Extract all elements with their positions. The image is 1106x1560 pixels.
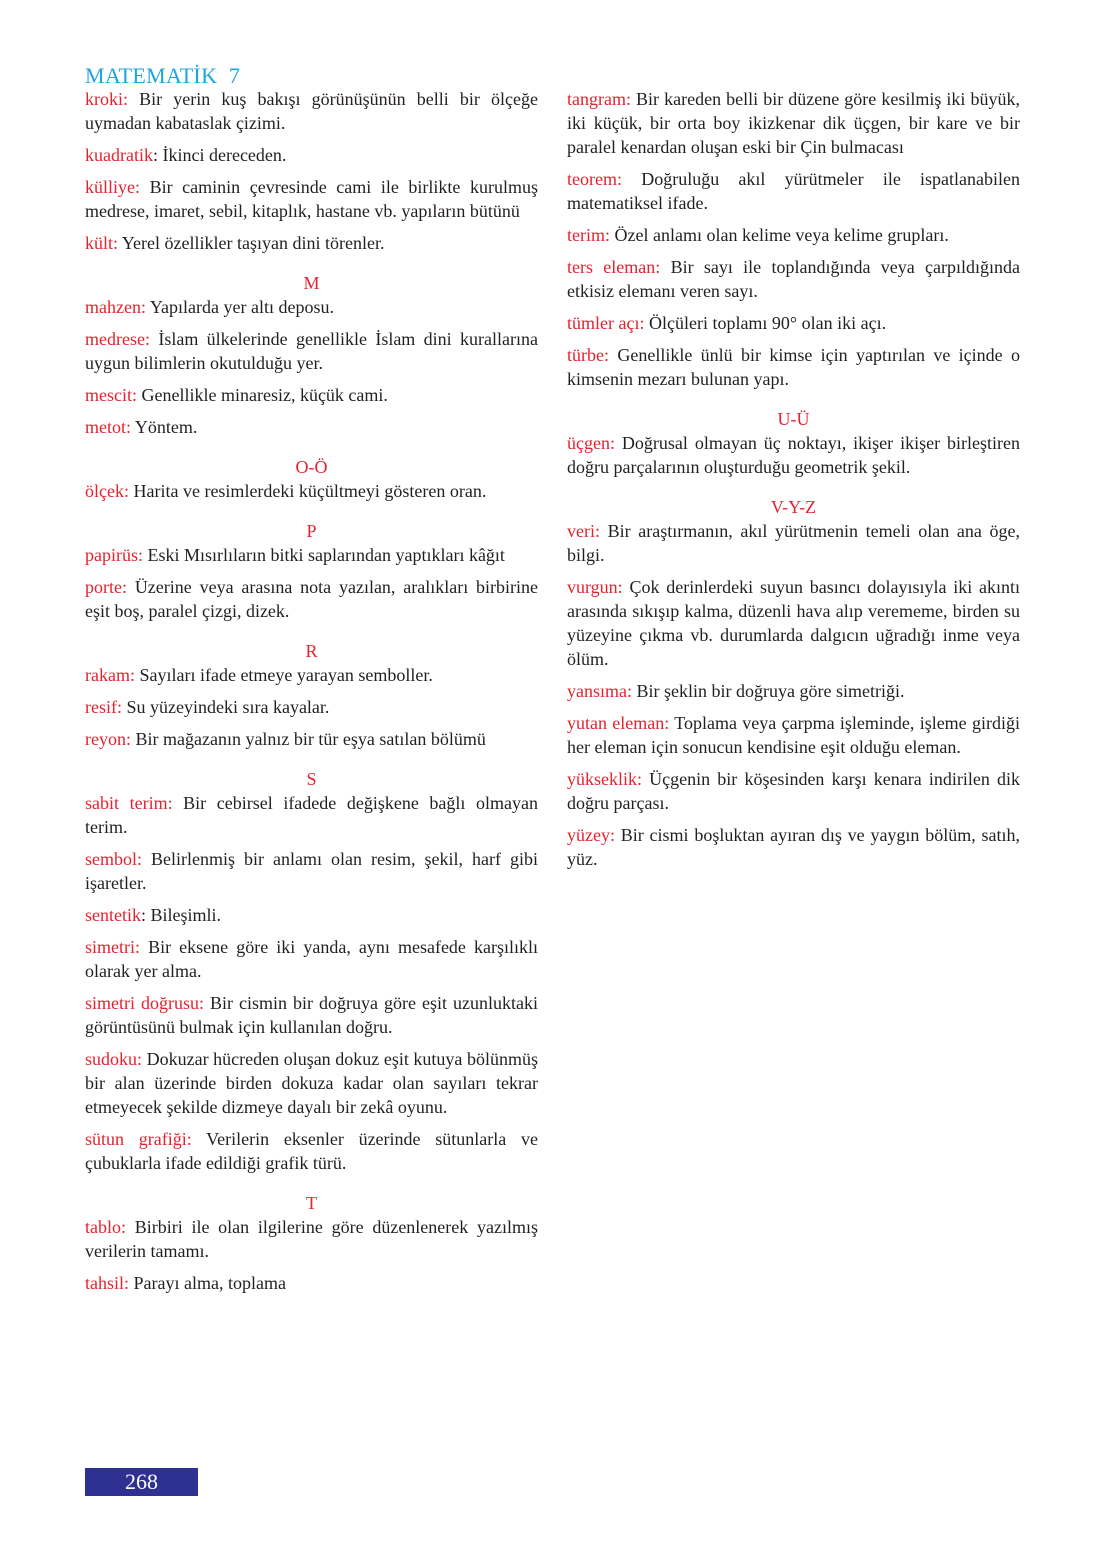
glossary-term: kroki: bbox=[85, 89, 128, 109]
glossary-entry bbox=[85, 543, 538, 567]
glossary-entry bbox=[567, 255, 1020, 303]
glossary-definition: Bir cismin bir doğruya göre eşit uzunluktaki görüntüsünü bulmak için kullanılan doğru. bbox=[85, 993, 538, 1037]
glossary-definition: : Bileşimli. bbox=[141, 905, 222, 925]
glossary-entry bbox=[567, 519, 1020, 567]
glossary-entry bbox=[85, 1215, 538, 1263]
glossary-entry bbox=[85, 847, 538, 895]
glossary-definition: Toplama veya çarpma işleminde, işleme girdiği her eleman için sonucun kendisine eşit olduğu eleman. bbox=[567, 713, 1020, 757]
glossary-term: üçgen: bbox=[567, 433, 615, 453]
section-letter-heading: M bbox=[303, 273, 320, 293]
glossary-entry bbox=[567, 223, 1020, 247]
glossary-term: külliye: bbox=[85, 177, 140, 197]
glossary-definition: Ölçüleri toplamı 90° olan iki açı. bbox=[644, 313, 887, 333]
glossary-entry bbox=[567, 167, 1020, 215]
section-letter-heading: P bbox=[306, 521, 317, 541]
glossary-definition: Su yüzeyindeki sıra kayalar. bbox=[121, 697, 330, 717]
glossary-term: teorem: bbox=[567, 169, 622, 189]
glossary-definition: Bir mağazanın yalnız bir tür eşya satılan bölümü bbox=[130, 729, 486, 749]
glossary-term: sentetik bbox=[85, 905, 141, 925]
glossary-definition: Bir şeklin bir doğruya göre simetriği. bbox=[632, 681, 905, 701]
glossary-entry bbox=[85, 327, 538, 375]
glossary-definition: Bir eksene göre iki yanda, aynı mesafede karşılıklı olarak yer alma. bbox=[85, 937, 538, 981]
glossary-term: tahsil: bbox=[85, 1273, 129, 1293]
glossary-entry bbox=[85, 935, 538, 983]
glossary-entry bbox=[85, 575, 538, 623]
section-letter-heading: S bbox=[306, 769, 317, 789]
glossary-term: ölçek: bbox=[85, 481, 129, 501]
glossary-entry bbox=[85, 1127, 538, 1175]
glossary-definition: Özel anlamı olan kelime veya kelime grupları. bbox=[610, 225, 949, 245]
glossary-definition: Doğruluğu akıl yürütmeler ile ispatlanabilen matematiksel ifade. bbox=[567, 169, 1020, 213]
glossary-definition: Parayı alma, toplama bbox=[129, 1273, 286, 1293]
glossary-term: rakam: bbox=[85, 665, 135, 685]
glossary-definition: Harita ve resimlerdeki küçültmeyi gösteren oran. bbox=[128, 481, 487, 501]
glossary-entry bbox=[85, 231, 538, 255]
glossary-definition: Çok derinlerdeki suyun basıncı dolayısıyla iki akıntı arasında sıkışıp kalma, düzenli hava alıp verememe, birden su yüzeyine çıkma vb. durumlarda dalgıcın uğradığı inme veya ölüm. bbox=[567, 577, 1020, 669]
glossary-definition: Üçgenin bir köşesinden karşı kenara indirilen dik doğru parçası. bbox=[567, 769, 1020, 813]
glossary-definition: Doğrusal olmayan üç noktayı, ikişer ikişer birleştiren doğru parçalarının oluşturduğu geometrik şekil. bbox=[567, 433, 1020, 477]
section-letter-heading: V-Y-Z bbox=[770, 497, 817, 517]
glossary-term: kült: bbox=[85, 233, 119, 253]
glossary-term: metot: bbox=[85, 417, 131, 437]
glossary-entry bbox=[85, 383, 538, 407]
glossary-entry bbox=[567, 823, 1020, 871]
glossary-definition: Sayıları ifade etmeye yarayan semboller. bbox=[134, 665, 433, 685]
glossary-term: terim: bbox=[567, 225, 610, 245]
book-title: MATEMATİK 7 bbox=[85, 63, 241, 88]
glossary-entry bbox=[85, 903, 538, 927]
glossary-entry bbox=[85, 415, 538, 439]
glossary-entry bbox=[85, 1271, 538, 1295]
glossary-definition: Bir araştırmanın, akıl yürütmenin temeli olan ana öge, bilgi. bbox=[567, 521, 1020, 565]
glossary-term: reyon: bbox=[85, 729, 131, 749]
glossary-term: mahzen: bbox=[85, 297, 146, 317]
glossary-term: sudoku: bbox=[85, 1049, 143, 1069]
glossary-term: sütun grafiği: bbox=[85, 1129, 192, 1149]
glossary-term: tümler açı: bbox=[567, 313, 645, 333]
glossary-definition: Dokuzar hücreden oluşan dokuz eşit kutuya bölünmüş bir alan üzerinde birden dokuza kadar olan sayıları tekrar etmeyecek şekilde dizmeye dayalı bir zekâ oyunu. bbox=[85, 1049, 538, 1117]
glossary-definition: Bir kareden belli bir düzene göre kesilmiş iki büyük, iki küçük, bir orta boy ikizkenar dik üçgen, bir kare ve bir paralel kenardan oluşan eski bir Çin bulmacası bbox=[567, 89, 1020, 157]
glossary-definition: Bir caminin çevresinde cami ile birlikte kurulmuş medrese, imaret, sebil, kitaplık, hastane vb. yapıların bütünü bbox=[85, 177, 538, 221]
glossary-definition: Üzerine veya arasına nota yazılan, aralıkları birbirine eşit boş, paralel çizgi, dizek. bbox=[85, 577, 538, 621]
glossary-entry bbox=[85, 175, 538, 223]
glossary-definition: Bir yerin kuş bakışı görünüşünün belli bir ölçeğe uymadan kabataslak çizimi. bbox=[85, 89, 538, 133]
glossary-term: türbe: bbox=[567, 345, 609, 365]
glossary-definition: Yerel özellikler taşıyan dini törenler. bbox=[118, 233, 385, 253]
glossary-entry bbox=[567, 343, 1020, 391]
glossary-term: sabit terim: bbox=[85, 793, 173, 813]
glossary-entry bbox=[85, 1047, 538, 1119]
glossary-definition: Yöntem. bbox=[131, 417, 198, 437]
glossary-definition: Birbiri ile olan ilgilerine göre düzenlenerek yazılmış verilerin tamamı. bbox=[85, 1217, 538, 1261]
glossary-entry bbox=[85, 295, 538, 319]
page-number: 268 bbox=[85, 1468, 198, 1496]
glossary-term: medrese: bbox=[85, 329, 150, 349]
glossary-term: tangram: bbox=[567, 89, 631, 109]
glossary-term: yutan eleman: bbox=[567, 713, 670, 733]
glossary-entry bbox=[85, 143, 538, 167]
glossary-term: simetri: bbox=[85, 937, 140, 957]
glossary-definition: Bir cebirsel ifadede değişkene bağlı olmayan terim. bbox=[85, 793, 538, 837]
glossary-entry bbox=[567, 575, 1020, 671]
glossary-term: sembol: bbox=[85, 849, 142, 869]
glossary-entry bbox=[85, 727, 538, 751]
glossary-term: yansıma: bbox=[567, 681, 632, 701]
glossary-term: resif: bbox=[85, 697, 122, 717]
glossary-entry bbox=[567, 767, 1020, 815]
glossary-definition: İslam ülkelerinde genellikle İslam dini kurallarına uygun bilimlerin okutulduğu yer. bbox=[85, 329, 538, 373]
glossary-term: kuadratik bbox=[85, 145, 153, 165]
glossary-term: vurgun: bbox=[567, 577, 623, 597]
glossary-term: simetri doğrusu: bbox=[85, 993, 204, 1013]
glossary-definition: Eski Mısırlıların bitki saplarından yaptıkları kâğıt bbox=[143, 545, 505, 565]
glossary-entry bbox=[567, 431, 1020, 479]
glossary-term: ters eleman: bbox=[567, 257, 661, 277]
glossary-entry bbox=[85, 991, 538, 1039]
glossary-definition: Genellikle minaresiz, küçük cami. bbox=[137, 385, 388, 405]
glossary-entry bbox=[567, 87, 1020, 159]
glossary-entry bbox=[85, 663, 538, 687]
glossary-column-left bbox=[85, 87, 538, 1303]
glossary-column-right bbox=[567, 87, 1020, 879]
glossary-definition: Bir sayı ile toplandığında veya çarpıldığında etkisiz elemanı veren sayı. bbox=[567, 257, 1020, 301]
section-letter-heading: R bbox=[305, 641, 318, 661]
glossary-entry bbox=[567, 679, 1020, 703]
section-letter-heading: U-Ü bbox=[777, 409, 810, 429]
glossary-term: porte: bbox=[85, 577, 127, 597]
glossary-definition: Genellikle ünlü bir kimse için yaptırılan ve içinde o kimsenin mezarı bulunan yapı. bbox=[567, 345, 1020, 389]
glossary-term: papirüs: bbox=[85, 545, 143, 565]
glossary-definition: Belirlenmiş bir anlamı olan resim, şekil, harf gibi işaretler. bbox=[85, 849, 538, 893]
glossary-term: yükseklik: bbox=[567, 769, 642, 789]
glossary-entry bbox=[85, 791, 538, 839]
glossary-entry bbox=[567, 711, 1020, 759]
glossary-entry bbox=[567, 311, 1020, 335]
section-letter-heading: O-Ö bbox=[295, 457, 328, 477]
glossary-definition: Bir cismi boşluktan ayıran dış ve yaygın bölüm, satıh, yüz. bbox=[567, 825, 1020, 869]
glossary-term: veri: bbox=[567, 521, 600, 541]
glossary-term: tablo: bbox=[85, 1217, 126, 1237]
glossary-definition: : İkinci dereceden. bbox=[152, 145, 287, 165]
glossary-definition: Yapılarda yer altı deposu. bbox=[145, 297, 334, 317]
glossary-definition: Verilerin eksenler üzerinde sütunlarla ve çubuklarla ifade edildiği grafik türü. bbox=[85, 1129, 538, 1173]
glossary-term: yüzey: bbox=[567, 825, 615, 845]
glossary-entry bbox=[85, 479, 538, 503]
glossary-term: mescit: bbox=[85, 385, 137, 405]
glossary-entry bbox=[85, 87, 538, 135]
glossary-entry bbox=[85, 695, 538, 719]
section-letter-heading: T bbox=[306, 1193, 317, 1213]
